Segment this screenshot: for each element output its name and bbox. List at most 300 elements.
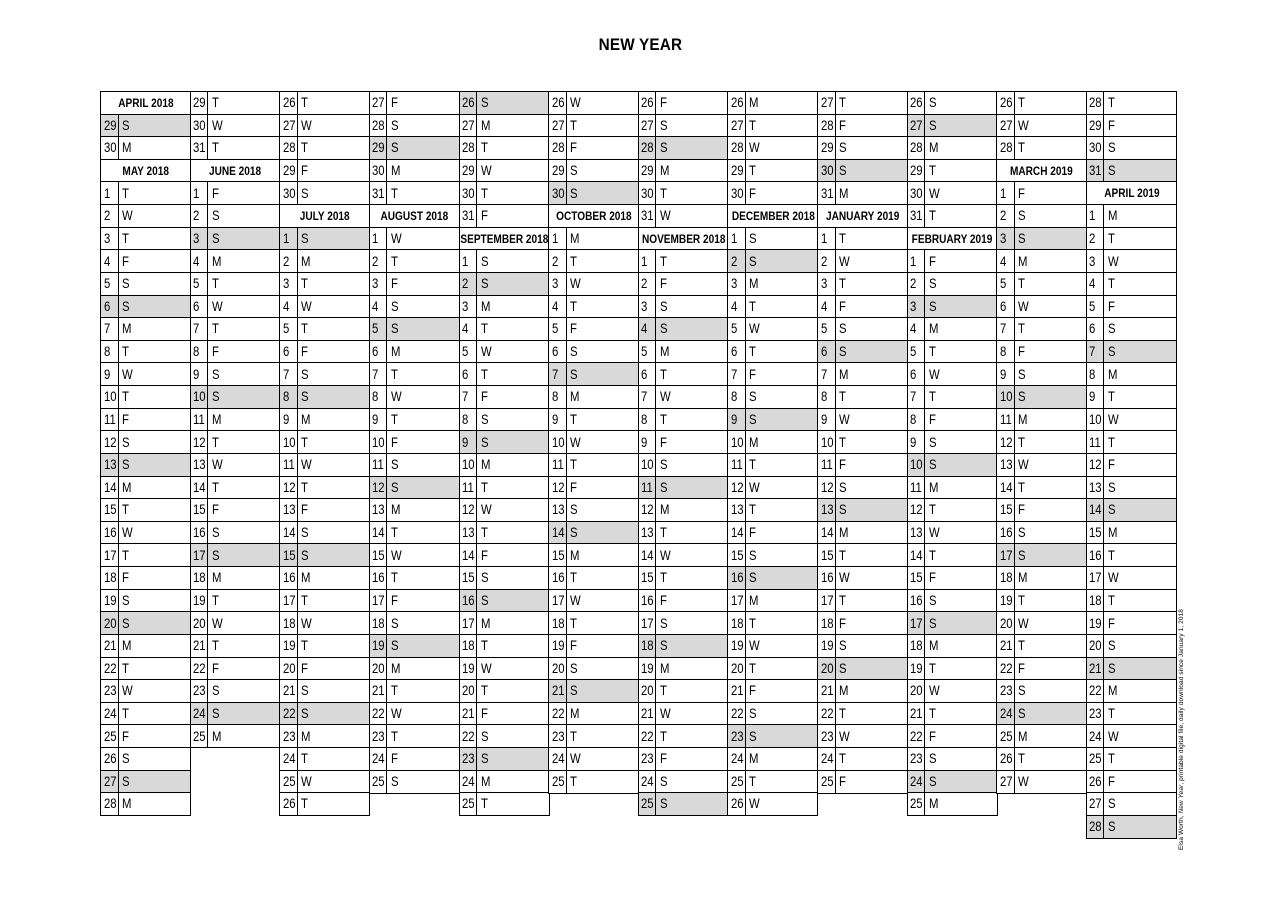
day-number: 11 — [549, 454, 567, 476]
day-cell — [459, 340, 550, 364]
day-cell — [996, 430, 1087, 454]
day-number: 5 — [639, 341, 657, 363]
day-cell — [907, 249, 998, 273]
day-letter: M — [122, 638, 132, 654]
day-number: 4 — [101, 250, 119, 272]
day-cell — [100, 385, 191, 409]
day-number: 3 — [908, 296, 926, 318]
day-cell — [459, 91, 550, 115]
day-letter: M — [1107, 525, 1118, 541]
day-cell — [817, 249, 908, 273]
day-number: 13 — [818, 499, 836, 521]
day-letter: F — [839, 615, 846, 631]
day-letter: W — [839, 253, 850, 269]
credit-vertical-text — [1178, 563, 1190, 850]
day-cell — [369, 589, 460, 613]
day-number: 14 — [1087, 499, 1105, 521]
day-letter: S — [570, 366, 578, 382]
day-cell — [996, 181, 1087, 205]
day-cell — [548, 747, 639, 771]
day-number: 18 — [818, 612, 836, 634]
day-number: 6 — [280, 341, 298, 363]
day-cell — [279, 272, 370, 296]
day-letter: S — [749, 570, 757, 586]
day-number: 30 — [639, 182, 657, 204]
day-number: 31 — [460, 205, 478, 227]
day-number: 10 — [460, 454, 478, 476]
day-letter: S — [1018, 705, 1026, 721]
day-letter: F — [122, 570, 129, 586]
day-cell — [459, 159, 550, 183]
day-letter: M — [1107, 366, 1118, 382]
day-number: 29 — [280, 160, 298, 182]
day-letter: W — [570, 276, 581, 292]
day-number: 14 — [728, 522, 746, 544]
day-cell — [190, 204, 281, 228]
day-letter: S — [928, 751, 937, 767]
day-cell — [100, 430, 191, 454]
day-cell — [279, 747, 370, 771]
month-header — [100, 159, 191, 183]
day-number: 1 — [460, 250, 478, 272]
month-header — [548, 204, 639, 228]
day-number: 16 — [1087, 544, 1105, 566]
day-cell — [190, 317, 281, 341]
day-letter: T — [659, 366, 667, 382]
day-letter: W — [659, 705, 671, 721]
day-letter: T — [301, 479, 309, 495]
day-number: 17 — [818, 590, 836, 612]
day-letter: M — [390, 344, 401, 360]
day-letter: S — [839, 479, 847, 495]
day-cell — [1086, 770, 1177, 794]
day-number: 15 — [460, 567, 478, 589]
day-letter: S — [839, 502, 847, 518]
day-number: 15 — [728, 544, 746, 566]
day-cell — [279, 792, 370, 816]
day-letter: F — [1107, 298, 1115, 314]
day-letter: S — [928, 276, 937, 292]
day-number: 8 — [997, 341, 1015, 363]
day-number: 14 — [280, 522, 298, 544]
day-cell — [100, 340, 191, 364]
day-letter: M — [570, 230, 580, 246]
day-cell — [459, 566, 550, 590]
day-number: 18 — [728, 612, 746, 634]
day-letter: M — [839, 366, 849, 382]
day-cell — [727, 724, 818, 748]
day-cell — [369, 340, 460, 364]
month-header-label: APRIL 2019 — [1103, 186, 1160, 201]
day-number: 25 — [1087, 748, 1105, 770]
day-letter: T — [928, 705, 936, 721]
day-cell — [279, 159, 370, 183]
day-letter: M — [659, 502, 670, 518]
day-number: 9 — [280, 409, 298, 431]
day-number: 20 — [1087, 635, 1105, 657]
day-letter: S — [928, 592, 937, 608]
day-cell — [548, 249, 639, 273]
day-number: 21 — [549, 680, 567, 702]
day-letter: S — [570, 660, 578, 676]
day-cell — [638, 702, 729, 726]
day-cell — [459, 272, 550, 296]
day-cell — [548, 679, 639, 703]
day-number: 22 — [280, 703, 298, 725]
day-number: 2 — [191, 205, 209, 227]
day-number: 11 — [191, 409, 209, 431]
day-cell — [996, 362, 1087, 386]
day-letter: T — [211, 276, 219, 292]
day-letter: S — [570, 502, 578, 518]
day-number: 5 — [1087, 296, 1105, 318]
day-cell — [459, 724, 550, 748]
day-number: 8 — [639, 409, 657, 431]
day-cell — [907, 317, 998, 341]
day-cell — [727, 181, 818, 205]
day-cell — [638, 611, 729, 635]
day-letter: S — [1018, 389, 1026, 405]
day-cell — [369, 476, 460, 500]
day-number: 12 — [818, 477, 836, 499]
day-cell — [907, 453, 998, 477]
day-cell — [279, 340, 370, 364]
day-letter: W — [122, 366, 133, 382]
day-letter: W — [928, 683, 940, 699]
day-letter: M — [928, 638, 939, 654]
day-letter: W — [928, 525, 940, 541]
day-cell — [907, 679, 998, 703]
day-cell — [459, 295, 550, 319]
day-letter: S — [390, 140, 399, 156]
day-number: 3 — [818, 273, 836, 295]
day-cell — [190, 498, 281, 522]
day-cell — [459, 408, 550, 432]
day-letter: F — [1018, 185, 1026, 201]
day-cell — [279, 770, 370, 794]
day-letter: S — [749, 705, 757, 721]
day-letter: F — [659, 434, 667, 450]
day-cell — [369, 317, 460, 341]
day-cell — [100, 249, 191, 273]
day-number: 7 — [370, 363, 388, 385]
day-number: 5 — [370, 318, 388, 340]
day-number: 11 — [997, 409, 1015, 431]
day-letter: T — [928, 163, 936, 179]
day-letter: S — [390, 479, 399, 495]
day-cell — [996, 634, 1087, 658]
day-letter: W — [928, 366, 940, 382]
day-letter: T — [1107, 547, 1115, 563]
day-letter: S — [480, 95, 489, 111]
day-cell — [100, 543, 191, 567]
day-letter: S — [1018, 230, 1026, 246]
day-letter: F — [480, 547, 488, 563]
day-cell — [369, 747, 460, 771]
day-letter: S — [659, 479, 668, 495]
day-number: 8 — [549, 386, 567, 408]
day-number: 2 — [101, 205, 119, 227]
day-letter: T — [749, 773, 757, 789]
day-cell — [996, 204, 1087, 228]
day-number: 29 — [908, 160, 926, 182]
day-letter: M — [928, 796, 939, 812]
day-number: 2 — [460, 273, 478, 295]
day-cell — [369, 295, 460, 319]
day-cell — [727, 611, 818, 635]
day-cell — [369, 249, 460, 273]
day-number: 30 — [101, 137, 119, 159]
day-letter: M — [659, 344, 670, 360]
day-letter: T — [928, 389, 936, 405]
day-letter: S — [1107, 638, 1116, 654]
day-letter: M — [928, 140, 939, 156]
day-number: 15 — [191, 499, 209, 521]
day-letter: S — [839, 163, 847, 179]
day-letter: W — [122, 683, 133, 699]
day-cell — [817, 566, 908, 590]
day-letter: W — [1018, 298, 1030, 314]
day-number: 4 — [818, 296, 836, 318]
day-letter: S — [301, 683, 309, 699]
day-cell — [369, 702, 460, 726]
day-number: 7 — [280, 363, 298, 385]
day-cell — [817, 295, 908, 319]
day-cell — [279, 91, 370, 115]
day-number: 9 — [818, 409, 836, 431]
day-cell — [190, 611, 281, 635]
day-number: 2 — [728, 250, 746, 272]
day-number: 11 — [1087, 431, 1105, 453]
day-letter: T — [839, 592, 846, 608]
day-number: 24 — [549, 748, 567, 770]
day-letter: S — [480, 751, 489, 767]
day-cell — [369, 430, 460, 454]
day-number: 3 — [639, 296, 657, 318]
day-cell — [638, 679, 729, 703]
day-number: 28 — [908, 137, 926, 159]
day-cell — [190, 453, 281, 477]
day-number: 21 — [818, 680, 836, 702]
day-letter: M — [659, 660, 670, 676]
day-letter: M — [211, 253, 222, 269]
day-cell — [369, 521, 460, 545]
day-number: 23 — [639, 748, 657, 770]
day-letter: S — [122, 117, 130, 133]
day-letter: W — [1107, 570, 1119, 586]
day-cell — [100, 136, 191, 160]
day-cell — [996, 385, 1087, 409]
day-cell — [190, 521, 281, 545]
day-cell — [996, 657, 1087, 681]
day-number: 1 — [818, 228, 836, 250]
day-letter: T — [1018, 95, 1026, 111]
day-letter: F — [301, 163, 309, 179]
day-cell — [100, 453, 191, 477]
day-number: 23 — [280, 725, 298, 747]
day-cell — [817, 724, 908, 748]
day-number: 4 — [549, 296, 567, 318]
day-letter: M — [749, 434, 759, 450]
day-number: 19 — [549, 635, 567, 657]
day-number: 8 — [370, 386, 388, 408]
day-cell — [907, 159, 998, 183]
day-number: 28 — [818, 115, 836, 137]
day-number: 26 — [280, 793, 298, 815]
day-letter: S — [570, 683, 578, 699]
day-number: 10 — [818, 431, 836, 453]
day-cell — [817, 498, 908, 522]
day-number: 25 — [908, 793, 926, 815]
day-number: 7 — [460, 386, 478, 408]
day-number: 23 — [460, 748, 478, 770]
day-letter: T — [928, 660, 936, 676]
day-letter: S — [122, 434, 130, 450]
day-number: 16 — [728, 567, 746, 589]
day-letter: W — [749, 479, 761, 495]
day-number: 26 — [997, 92, 1015, 114]
day-cell — [1086, 476, 1177, 500]
day-letter: M — [211, 728, 222, 744]
day-number: 20 — [460, 680, 478, 702]
day-letter: S — [928, 457, 937, 473]
day-letter: W — [211, 298, 223, 314]
day-number: 25 — [191, 725, 209, 747]
day-letter: T — [301, 276, 309, 292]
day-number: 1 — [639, 250, 657, 272]
day-cell — [369, 91, 460, 115]
day-number: 26 — [549, 92, 567, 114]
day-cell — [1086, 679, 1177, 703]
day-letter: T — [839, 389, 846, 405]
month-header-label: OCTOBER 2018 — [555, 209, 632, 224]
day-number: 13 — [101, 454, 119, 476]
day-letter: S — [839, 638, 847, 654]
day-cell — [279, 521, 370, 545]
day-number: 14 — [460, 544, 478, 566]
day-number: 10 — [908, 454, 926, 476]
day-number: 28 — [549, 137, 567, 159]
day-cell — [727, 476, 818, 500]
day-cell — [548, 408, 639, 432]
day-cell — [190, 91, 281, 115]
day-cell — [548, 340, 639, 364]
day-number: 22 — [460, 725, 478, 747]
day-cell — [817, 227, 908, 251]
day-number: 26 — [728, 92, 746, 114]
day-letter: F — [1107, 773, 1115, 789]
day-cell — [727, 227, 818, 251]
day-letter: M — [749, 751, 759, 767]
day-number: 27 — [728, 115, 746, 137]
day-number: 8 — [191, 341, 209, 363]
day-cell — [100, 181, 191, 205]
day-letter: S — [480, 728, 489, 744]
day-letter: F — [1018, 660, 1026, 676]
day-cell — [1086, 657, 1177, 681]
day-number: 2 — [818, 250, 836, 272]
day-number: 5 — [460, 341, 478, 363]
day-number: 25 — [728, 771, 746, 793]
day-cell — [1086, 815, 1177, 839]
day-letter: W — [1018, 457, 1030, 473]
day-letter: M — [122, 321, 132, 337]
day-cell — [100, 476, 191, 500]
day-cell — [279, 362, 370, 386]
day-number: 15 — [639, 567, 657, 589]
day-letter: F — [211, 502, 219, 518]
day-cell — [907, 770, 998, 794]
day-letter: W — [839, 728, 850, 744]
day-cell — [1086, 521, 1177, 545]
day-number: 30 — [370, 160, 388, 182]
day-letter: M — [390, 163, 401, 179]
day-cell — [369, 634, 460, 658]
day-cell — [369, 770, 460, 794]
day-number: 7 — [818, 363, 836, 385]
day-number: 20 — [191, 612, 209, 634]
day-cell — [1086, 91, 1177, 115]
day-number: 22 — [549, 703, 567, 725]
day-number: 5 — [101, 273, 119, 295]
day-letter: W — [749, 140, 761, 156]
day-number: 4 — [280, 296, 298, 318]
day-cell — [190, 249, 281, 273]
day-letter: M — [1107, 208, 1118, 224]
day-cell — [1086, 589, 1177, 613]
day-number: 31 — [639, 205, 657, 227]
day-number: 26 — [101, 748, 119, 770]
day-cell — [727, 543, 818, 567]
day-letter: T — [480, 321, 488, 337]
day-number: 6 — [370, 341, 388, 363]
day-cell — [548, 227, 639, 251]
day-cell — [100, 792, 191, 816]
day-letter: S — [390, 321, 399, 337]
day-number: 11 — [908, 477, 926, 499]
day-number: 8 — [460, 409, 478, 431]
day-letter: S — [928, 773, 937, 789]
day-number: 7 — [1087, 341, 1105, 363]
day-cell — [459, 385, 550, 409]
day-number: 1 — [370, 228, 388, 250]
day-cell — [727, 91, 818, 115]
day-cell — [279, 136, 370, 160]
day-number: 19 — [101, 590, 119, 612]
day-number: 22 — [191, 658, 209, 680]
day-letter: M — [211, 570, 222, 586]
day-letter: T — [1018, 321, 1026, 337]
day-cell — [907, 408, 998, 432]
day-cell — [369, 114, 460, 138]
day-letter: T — [480, 525, 488, 541]
day-number: 12 — [728, 477, 746, 499]
day-cell — [100, 521, 191, 545]
day-letter: M — [839, 683, 849, 699]
day-cell — [727, 498, 818, 522]
day-cell — [548, 362, 639, 386]
day-number: 16 — [370, 567, 388, 589]
day-number: 20 — [280, 658, 298, 680]
day-number: 6 — [101, 296, 119, 318]
day-cell — [817, 521, 908, 545]
day-letter: T — [570, 117, 578, 133]
day-number: 18 — [460, 635, 478, 657]
day-cell — [279, 476, 370, 500]
day-cell — [907, 295, 998, 319]
day-cell — [638, 724, 729, 748]
day-number: 8 — [908, 409, 926, 431]
